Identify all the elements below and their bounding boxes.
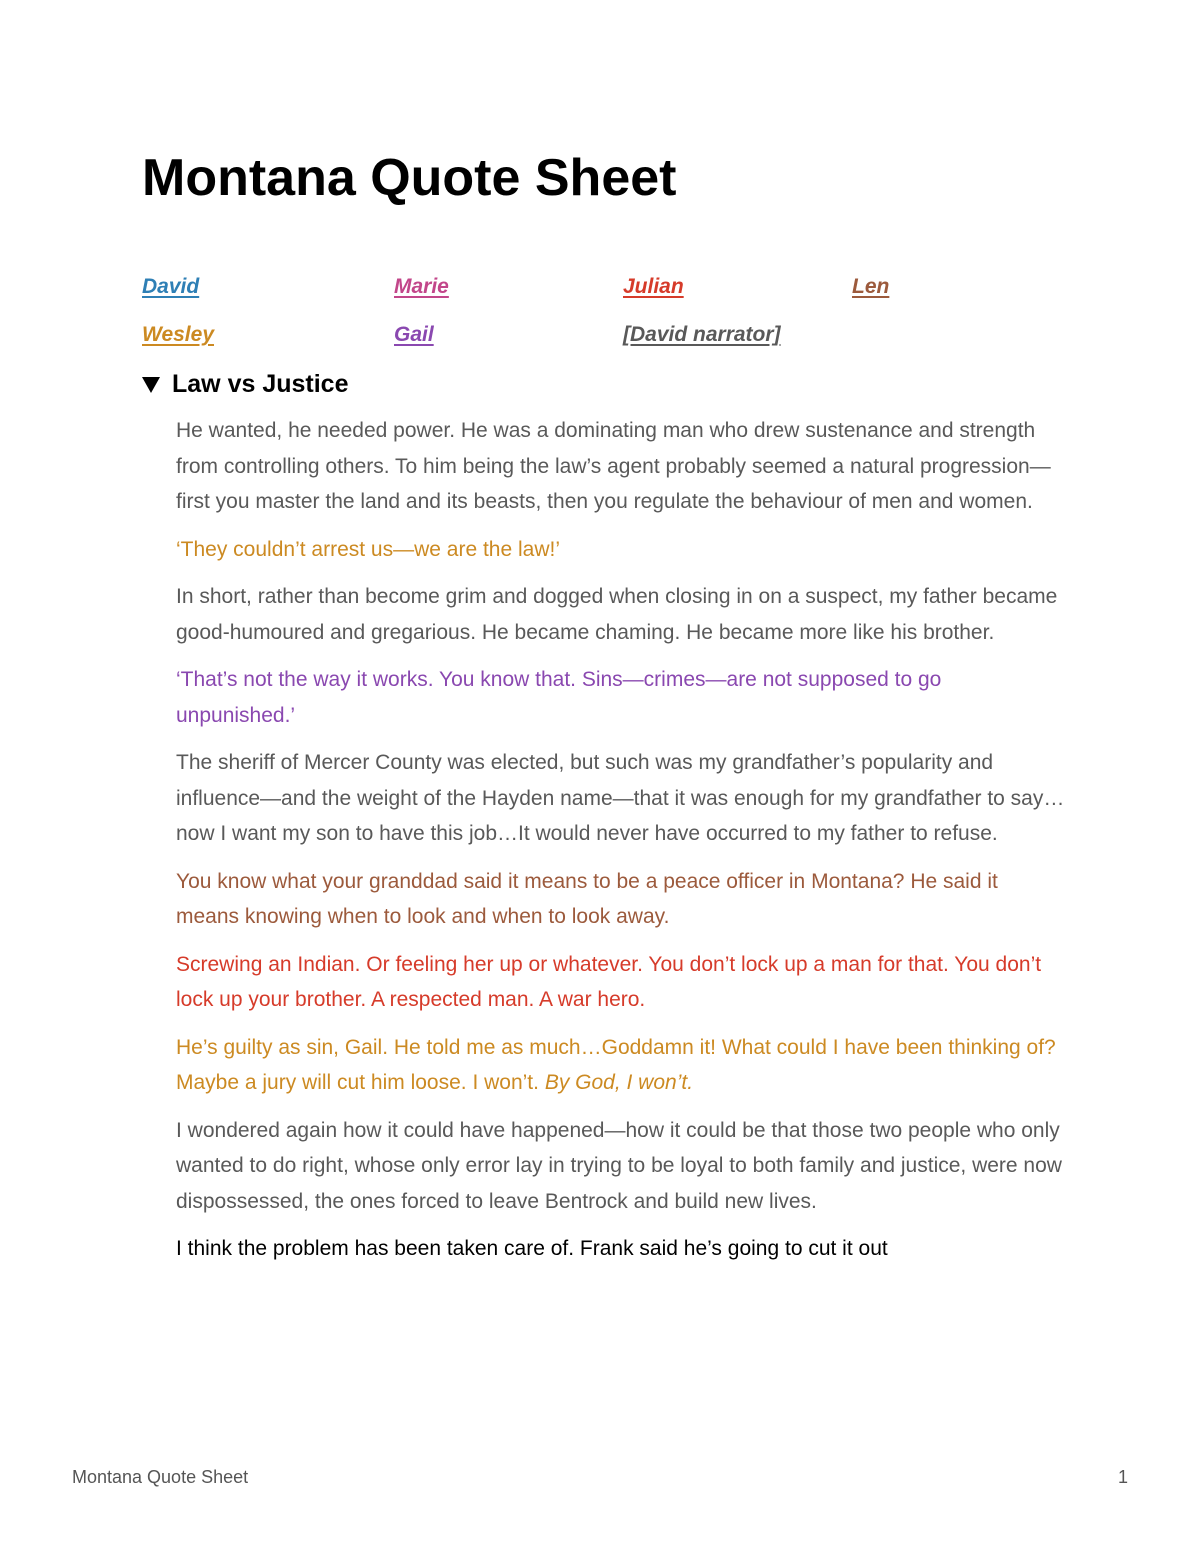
footer-title: Montana Quote Sheet — [72, 1467, 249, 1487]
quote-text: He wanted, he needed power. He was a dominating man who drew sustenance and strength from controlling others. To him being the law’s agent probably seemed a natural progression—first you master the land and its beasts, then you regulate the behaviour of men and women. — [176, 419, 1051, 513]
quote-problem-taken-care — [176, 1231, 1066, 1267]
quote-text: He’s guilty as sin, Gail. He told me as much…Goddamn it! What could I have been thinking of? Maybe a jury will cut him loose. I won’t. — [176, 1035, 1056, 1094]
quote-text: Screwing an Indian. Or feeling her up or whatever. You don’t lock up a man for that. You don’t lock up your brother. A respected man. A war hero. — [176, 952, 1042, 1011]
quote-emphasis: By God, I won’t. — [544, 1071, 694, 1094]
page-title: Montana Quote Sheet — [142, 149, 677, 207]
triangle-down-icon — [142, 377, 160, 393]
quote-text: I wondered again how it could have happened—how it could be that those two people who only wanted to do right, whose only error lay in trying to be loyal to both family and justice, were now dispossessed, the ones forced to leave Bentrock and build new lives. — [176, 1118, 1062, 1213]
quote-gail-unpunished — [176, 662, 1066, 733]
legend-david-narrator[interactable]: [David narrator] — [623, 323, 781, 346]
quote-text: You know what your granddad said it means to be a peace officer in Montana? He said it means knowing when to look and when to look away. — [176, 869, 998, 928]
legend-julian[interactable]: Julian — [623, 275, 684, 298]
legend-wesley[interactable]: Wesley — [142, 323, 214, 346]
quote-text: ‘They couldn’t arrest us—we are the law!’ — [176, 537, 560, 561]
quote-text: The sheriff of Mercer County was elected, but such was my grandfather’s popularity and influence—and the weight of the Hayden name—that it was enough for my grandfather to say…now I want my son to have this job…It would never have occurred to my father to refuse. — [176, 751, 1065, 845]
quote-narrator-brother — [176, 579, 1066, 650]
quote-wesley-guilty — [176, 1030, 1066, 1101]
quote-text: ‘That’s not the way it works. You know that. Sins—crimes—are not supposed to go unpunished.’ — [176, 668, 942, 727]
section-title: Law vs Justice — [172, 370, 349, 398]
quote-narrator-power — [176, 413, 1066, 520]
quote-list — [176, 413, 1066, 1279]
quote-julian-brother — [176, 947, 1066, 1018]
quote-text: In short, rather than become grim and dogged when closing in on a suspect, my father became good-humoured and gregarious. He became chaming. He became more like his brother. — [176, 585, 1058, 644]
quote-narrator-dispossessed — [176, 1113, 1066, 1220]
quote-text: I think the problem has been taken care of. Frank said he’s going to cut it out — [176, 1237, 888, 1260]
legend-len[interactable]: Len — [852, 275, 890, 298]
page-number: 1 — [1117, 1467, 1128, 1487]
quote-len-peace-officer — [176, 864, 1066, 935]
quote-narrator-sheriff — [176, 745, 1066, 852]
quote-wesley-law — [176, 532, 1066, 568]
legend-gail[interactable]: Gail — [394, 323, 434, 346]
legend-marie[interactable]: Marie — [394, 275, 449, 298]
legend-david[interactable]: David — [142, 275, 200, 298]
section-toggle-law-vs-justice[interactable] — [142, 367, 348, 401]
